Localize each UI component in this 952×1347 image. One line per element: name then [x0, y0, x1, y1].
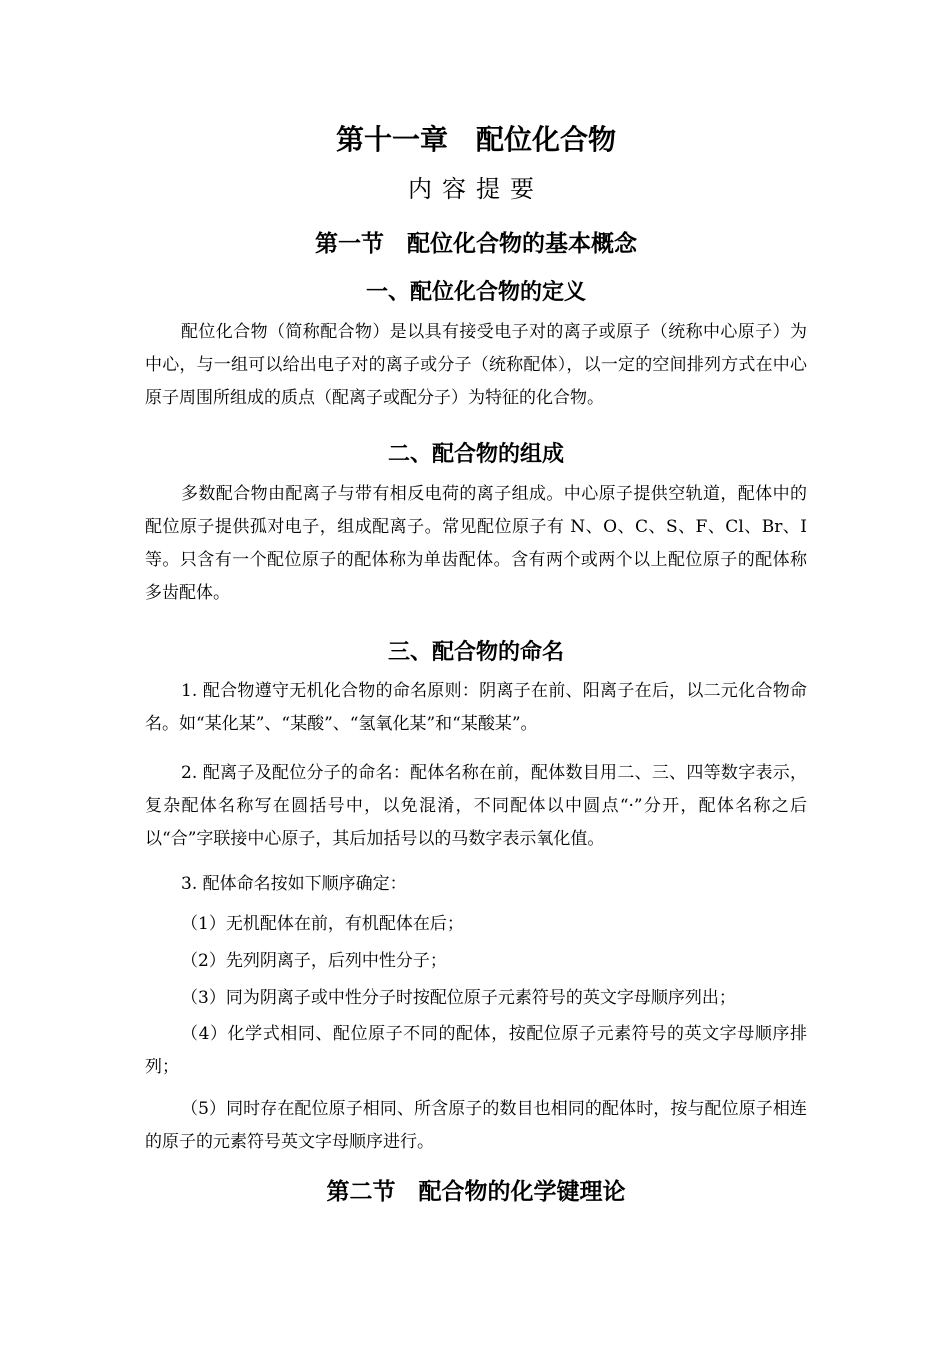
naming-rule-2: （2）先列阴离子，后列中性分子； [181, 951, 447, 971]
naming-rule-3: （3）同为阴离子或中性分子时按配位原子元素符号的英文字母顺序列出； [181, 988, 736, 1008]
definition-paragraph: 配位化合物（简称配合物）是以具有接受电子对的离子或原子（统称中心原子）为中心，与一组可以给出电子对的离子或分子（统称配体），以一定的空间排列方式在中心原子周围所组成的质点（配离子或配分子）为特征的化合物。 [145, 322, 807, 408]
naming-rule-1: （1）无机配体在前，有机配体在后； [181, 914, 464, 934]
section2-title: 第二节 配合物的化学键理论 [326, 1179, 626, 1205]
naming-item-1: 1. 配合物遵守无机化合物的命名原则：阴离子在前、阳离子在后，以二元化合物命名。如“某化某”、“某酸”、“氢氧化某”和“某酸某”。 [145, 681, 807, 734]
sub1-title: 一、配位化合物的定义 [365, 279, 586, 305]
section1-title: 第一节 配位化合物的基本概念 [315, 231, 637, 257]
naming-rule-4: （4）化学式相同、配位原子不同的配体，按配位原子元素符号的英文字母顺序排列； [145, 1024, 807, 1077]
naming-rule-5: （5）同时存在配位原子相同、所含原子的数目也相同的配体时，按与配位原子相连的原子的元素符号英文字母顺序进行。 [145, 1099, 807, 1152]
sub3-title: 三、配合物的命名 [387, 639, 564, 665]
sub2-title: 二、配合物的组成 [387, 441, 564, 467]
chapter-title: 第十一章 配位化合物 [335, 123, 616, 156]
summary-title: 内容提要 [408, 175, 544, 203]
naming-item-3: 3. 配体命名按如下顺序确定： [181, 874, 407, 894]
naming-item-2: 2. 配离子及配位分子的命名：配体名称在前，配体数目用二、三、四等数字表示，复杂配体名称写在圆括号中，以免混淆，不同配体以中圆点“·”分开，配体名称之后以“合”字联接中心原子，其后加括号以的马数字表示氧化值。 [145, 763, 807, 849]
composition-paragraph: 多数配合物由配离子与带有相反电荷的离子组成。中心原子提供空轨道，配体中的配位原子提供孤对电子，组成配离子。常见配位原子有 N、O、C、S、F、Cl、Br、I 等。只含有一个配位原子的配体称为单齿配体。含有两个或两个以上配位原子的配体称多齿配体。 [145, 484, 807, 603]
